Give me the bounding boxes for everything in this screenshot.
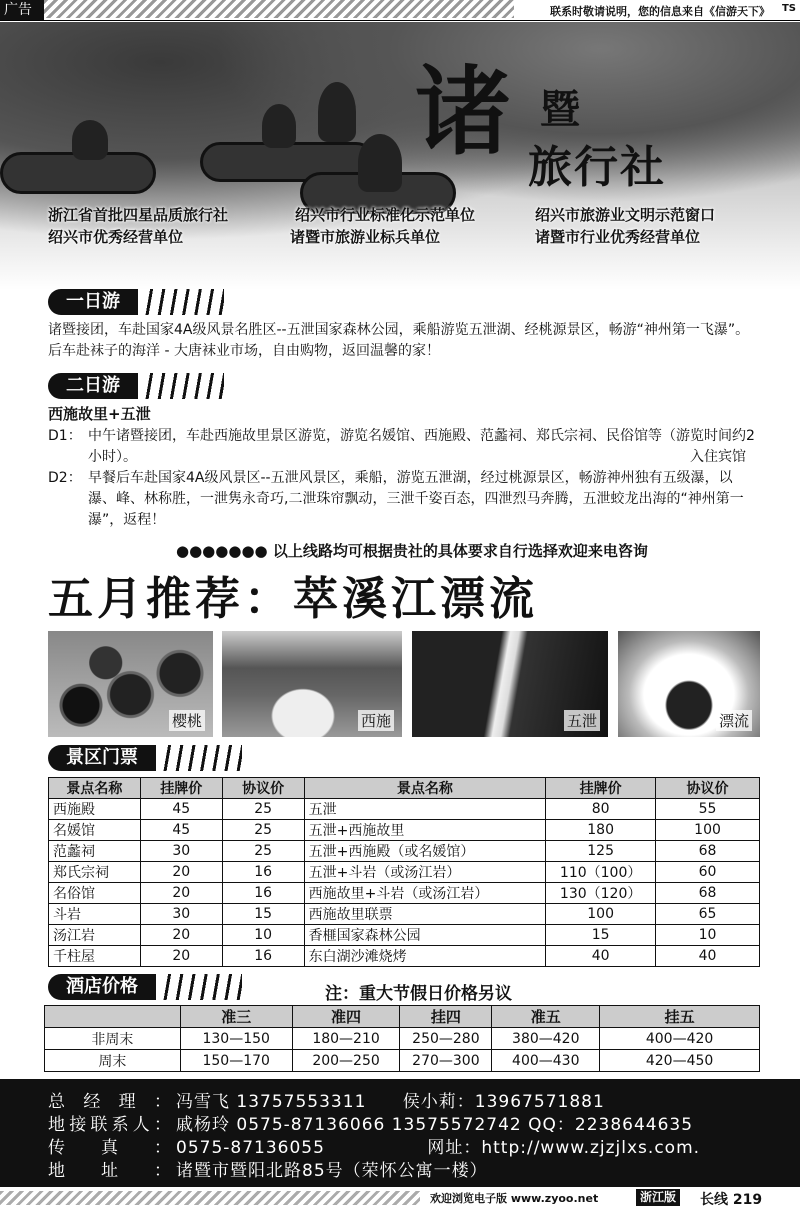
table-cell: 25 <box>222 799 304 820</box>
table-cell: 五泄 <box>304 799 546 820</box>
local-contact-row <box>48 1110 693 1135</box>
honor-line: 浙江省首批四星品质旅行社 <box>48 206 229 224</box>
table-cell: 西施故里联票 <box>304 904 546 925</box>
table-cell: 千柱屋 <box>49 946 141 967</box>
table-cell: 400—420 <box>600 1028 760 1050</box>
holiday-note: 注：重大节假日价格另议 <box>325 984 512 1004</box>
manager-label: 总经理： <box>48 1092 172 1112</box>
table-cell: 名媛馆 <box>49 820 141 841</box>
table-cell: 30 <box>140 841 222 862</box>
honor-line: 绍兴市优秀经营单位 <box>48 228 184 246</box>
d1-text: 中午诸暨接团，车赴西施故里景区游览，游览名媛馆、西施殿、范蠡祠、郑氏宗祠、民俗馆等（游览时间约2小时）。 <box>88 428 755 465</box>
table-cell: 380—420 <box>492 1028 600 1050</box>
table-row <box>49 799 760 820</box>
table-row <box>49 904 760 925</box>
table-row <box>49 841 760 862</box>
local-label: 地接联系人： <box>48 1115 172 1135</box>
table-row <box>49 820 760 841</box>
col-header <box>45 1006 181 1028</box>
col-header: 协议价 <box>222 778 304 799</box>
honor-line: 诸暨市行业优秀经营单位 <box>535 228 701 246</box>
xishi-photo <box>222 631 402 737</box>
col-header: 协议价 <box>656 778 760 799</box>
one-day-tag <box>48 289 224 315</box>
two-day-tag <box>48 373 224 399</box>
tickets-tag <box>48 745 242 771</box>
ticket-price-table <box>48 777 760 967</box>
table-cell: 西施故里+斗岩（或汤江岩） <box>304 883 546 904</box>
one-day-label: 一日游 <box>48 289 138 315</box>
address-row <box>48 1156 488 1181</box>
table-cell: 130—150 <box>180 1028 292 1050</box>
web-value: http://www.zjzjlxs.com. <box>481 1138 701 1158</box>
table-row <box>49 946 760 967</box>
addr-value: 诸暨市暨阳北路85号（荣怀公寓一楼） <box>176 1161 488 1181</box>
table-cell: 110（100） <box>546 862 656 883</box>
table-cell: 范蠡祠 <box>49 841 141 862</box>
table-cell: 45 <box>140 820 222 841</box>
top-pattern <box>44 0 514 18</box>
publisher-logo: TS <box>781 3 796 14</box>
d2-text: 早餐后车赴国家4A级风景区--五泄风景区，乘船，游览五泄湖，经过桃源景区，畅游神州独有五级瀑，以瀑、峰、林称胜，一泄隽永奇巧,二泄珠帘飘动，三泄千姿百态，四泄烈马奔腾，五泄蛟龙出海的“神州第一瀑”，返程！ <box>88 470 744 528</box>
rafting-photo <box>618 631 760 737</box>
table-cell: 60 <box>656 862 760 883</box>
may-recommend-title: 五月推荐：萃溪江漂流 <box>48 572 539 625</box>
table-row <box>49 883 760 904</box>
table-header-row <box>45 1006 760 1028</box>
table-cell: 16 <box>222 883 304 904</box>
fax-value: 0575-87136055 <box>176 1138 325 1158</box>
two-day-route: 西施故里+五泄 <box>48 405 151 423</box>
col-header: 景点名称 <box>304 778 546 799</box>
table-cell: 125 <box>546 841 656 862</box>
table-cell: 40 <box>656 946 760 967</box>
honor-line: 绍兴市行业标准化示范单位 <box>295 206 476 224</box>
table-cell: 130（120） <box>546 883 656 904</box>
table-cell: 16 <box>222 862 304 883</box>
manager2-value: 侯小莉：13967571881 <box>402 1092 605 1112</box>
contact-panel <box>0 1079 800 1187</box>
honor-line: 绍兴市旅游业文明示范窗口 <box>535 206 716 224</box>
footer-site: 欢迎浏览电子版 www.zyoo.net <box>430 1192 599 1205</box>
table-cell: 周末 <box>45 1050 181 1072</box>
table-cell: 汤江岩 <box>49 925 141 946</box>
table-cell: 郑氏宗祠 <box>49 862 141 883</box>
table-cell: 香榧国家森林公园 <box>304 925 546 946</box>
honor-line: 诸暨市旅游业标兵单位 <box>290 228 441 246</box>
brand-char-zhu: 诸 <box>415 55 507 168</box>
table-cell: 五泄+西施故里 <box>304 820 546 841</box>
hero-banner <box>0 22 800 290</box>
table-row <box>49 925 760 946</box>
table-cell: 180—210 <box>292 1028 400 1050</box>
table-cell: 270—300 <box>400 1050 492 1072</box>
fax-row <box>48 1133 700 1158</box>
table-cell: 250—280 <box>400 1028 492 1050</box>
source-notice: 联系时敬请说明，您的信息来自《信游天下》 <box>550 5 770 18</box>
d1-label: D1： <box>48 428 82 444</box>
table-row <box>45 1028 760 1050</box>
table-cell: 20 <box>140 883 222 904</box>
table-cell: 150—170 <box>180 1050 292 1072</box>
table-row <box>45 1050 760 1072</box>
col-header: 准五 <box>492 1006 600 1028</box>
d2-label: D2： <box>48 470 82 486</box>
manager-value: 冯雪飞 13757553311 <box>176 1092 367 1112</box>
col-header: 挂四 <box>400 1006 492 1028</box>
table-cell: 20 <box>140 946 222 967</box>
hotel-tag <box>48 974 242 1000</box>
table-cell: 420—450 <box>600 1050 760 1072</box>
table-cell: 10 <box>222 925 304 946</box>
slash-decoration <box>162 974 242 1000</box>
table-cell: 10 <box>656 925 760 946</box>
consult-line: ●●●●●●● 以上线路均可根据贵社的具体要求自行选择欢迎来电咨询 <box>176 542 648 560</box>
one-day-text: 诸暨接团，车赴国家4A级风景名胜区--五泄国家森林公园，乘船游览五泄湖、经桃源景区，畅游“神州第一飞瀑”。后车赴袜子的海洋 - 大唐袜业市场，自由购物，返回温馨的家！ <box>48 322 750 359</box>
rafter-image <box>358 134 402 192</box>
hotel-label: 酒店价格 <box>48 974 156 1000</box>
table-cell: 斗岩 <box>49 904 141 925</box>
table-cell: 100 <box>546 904 656 925</box>
col-header: 挂牌价 <box>546 778 656 799</box>
footer-pattern <box>0 1191 420 1205</box>
web-label: 网址： <box>427 1138 482 1158</box>
slash-decoration <box>144 289 224 315</box>
table-cell: 25 <box>222 820 304 841</box>
table-row <box>49 862 760 883</box>
fax-label: 传真： <box>48 1138 172 1158</box>
rafter-image <box>72 120 108 160</box>
table-cell: 非周末 <box>45 1028 181 1050</box>
table-cell: 五泄+西施殿（或名媛馆） <box>304 841 546 862</box>
wuxie-photo <box>412 631 608 737</box>
brand-char-ji: 暨 <box>540 86 580 133</box>
table-cell: 15 <box>546 925 656 946</box>
table-cell: 400—430 <box>492 1050 600 1072</box>
rafter-image <box>318 82 356 142</box>
col-header: 准三 <box>180 1006 292 1028</box>
photo-caption: 漂流 <box>716 710 752 731</box>
table-cell: 20 <box>140 862 222 883</box>
ad-label: 广告 <box>0 0 44 20</box>
table-cell: 80 <box>546 799 656 820</box>
table-cell: 25 <box>222 841 304 862</box>
page-number: 长线 219 <box>700 1192 763 1208</box>
slash-decoration <box>144 373 224 399</box>
table-cell: 20 <box>140 925 222 946</box>
table-header-row <box>49 778 760 799</box>
photo-caption: 西施 <box>358 710 394 731</box>
table-cell: 68 <box>656 883 760 904</box>
table-cell: 45 <box>140 799 222 820</box>
table-cell: 200—250 <box>292 1050 400 1072</box>
d1-end: 入住宾馆 <box>690 449 746 465</box>
addr-label: 地址： <box>48 1161 172 1181</box>
table-cell: 65 <box>656 904 760 925</box>
table-cell: 西施殿 <box>49 799 141 820</box>
table-cell: 55 <box>656 799 760 820</box>
tickets-label: 景区门票 <box>48 745 156 771</box>
photo-caption: 樱桃 <box>169 710 205 731</box>
cherry-photo <box>48 631 213 737</box>
slash-decoration <box>162 745 242 771</box>
hotel-price-table <box>44 1005 760 1072</box>
manager-row <box>48 1087 605 1112</box>
col-header: 景点名称 <box>49 778 141 799</box>
table-cell: 30 <box>140 904 222 925</box>
two-day-label: 二日游 <box>48 373 138 399</box>
photo-caption: 五泄 <box>564 710 600 731</box>
table-cell: 东白湖沙滩烧烤 <box>304 946 546 967</box>
table-cell: 五泄+斗岩（或汤江岩） <box>304 862 546 883</box>
col-header: 挂牌价 <box>140 778 222 799</box>
edition-badge: 浙江版 <box>636 1189 680 1206</box>
col-header: 准四 <box>292 1006 400 1028</box>
brand-subtitle: 旅行社 <box>528 142 666 193</box>
rafter-image <box>262 104 296 148</box>
table-cell: 15 <box>222 904 304 925</box>
table-cell: 68 <box>656 841 760 862</box>
table-cell: 40 <box>546 946 656 967</box>
local-value: 戚杨玲 0575-87136066 13575572742 QQ：2238644635 <box>176 1115 694 1135</box>
table-cell: 180 <box>546 820 656 841</box>
table-cell: 100 <box>656 820 760 841</box>
col-header: 挂五 <box>600 1006 760 1028</box>
table-cell: 16 <box>222 946 304 967</box>
table-cell: 名俗馆 <box>49 883 141 904</box>
